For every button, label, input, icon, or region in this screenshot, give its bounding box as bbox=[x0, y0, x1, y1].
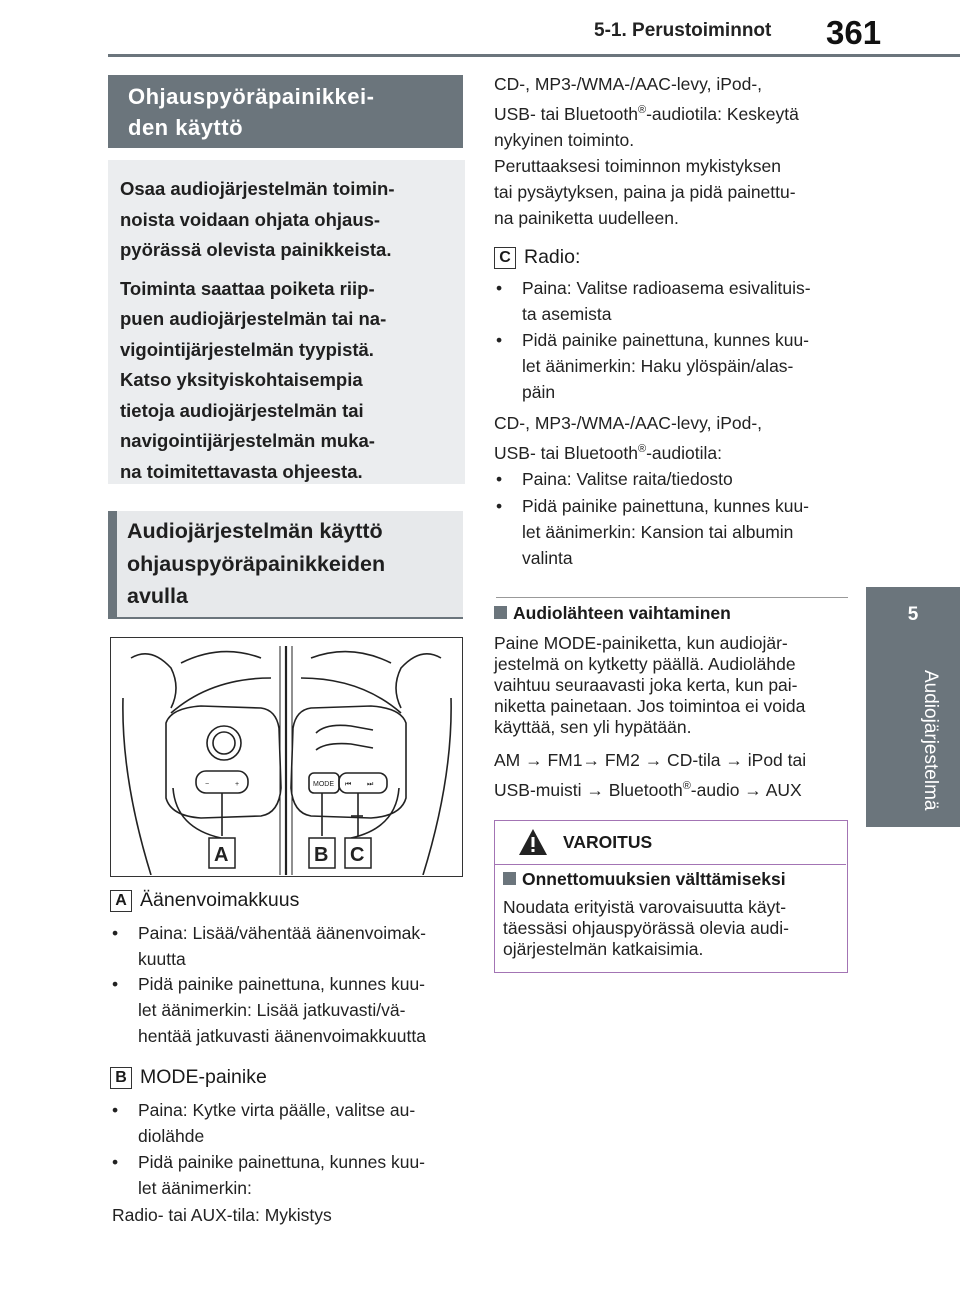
item-a-title: Äänenvoimakkuus bbox=[140, 889, 300, 911]
steering-wheel-illustration bbox=[111, 638, 461, 875]
bullet-line: let äänimerkin: Lisää jatkuvasti/vä- bbox=[138, 1000, 406, 1020]
bullet-line: valinta bbox=[522, 548, 573, 568]
bullet-line: diolähde bbox=[138, 1126, 205, 1146]
bullet-line: Paina: Valitse radioasema esivalituis- bbox=[522, 278, 811, 298]
item-a-label: A bbox=[110, 890, 132, 912]
source-change-title: Audiolähteen vaihtaminen bbox=[513, 603, 731, 623]
section-heading-line: den käyttö bbox=[128, 115, 244, 140]
intro-line: Toiminta saattaa poiketa riip- bbox=[120, 277, 375, 299]
text-line: ojärjestelmän katkaisimia. bbox=[503, 939, 704, 959]
text-line: USB-muisti → Bluetooth bbox=[494, 779, 683, 800]
intro-line: Katso yksityiskohtaisempia bbox=[120, 369, 363, 390]
section-heading-line: avulla bbox=[127, 584, 188, 608]
square-bullet-icon bbox=[503, 872, 516, 885]
item-a-bullet-2: • Pidä painike painettuna, kunnes kuu- let äänimerkin: Lisää jatkuvasti/vä- hentää jatkuvasti äänenvoimakkuutta bbox=[112, 971, 462, 1049]
item-c-heading bbox=[494, 246, 580, 269]
intro-line: pyörässä olevista painikkeista. bbox=[120, 239, 392, 260]
item-c-bullet-1: • Paina: Valitse radioasema esivalituis- ta asemista bbox=[496, 275, 852, 327]
seek-forward-glyph: ⏭ bbox=[367, 781, 374, 788]
warning-body bbox=[503, 897, 843, 960]
text-line: täessäsi ohjauspyörässä olevia audi- bbox=[503, 918, 789, 938]
item-a-heading bbox=[110, 889, 299, 912]
warning-title: VAROITUS bbox=[563, 832, 653, 852]
item-b-bullet-1: • Paina: Kytke virta päälle, valitse au- diolähde bbox=[112, 1097, 462, 1149]
item-b-label: B bbox=[110, 1067, 132, 1089]
page-number: 361 bbox=[826, 14, 882, 51]
text-line: tai pysäytyksen, paina ja pidä painettu- bbox=[494, 181, 796, 202]
text-line: CD-, MP3-/WMA-/AAC-levy, iPod-, bbox=[494, 413, 763, 433]
bullet-line: let äänimerkin: Kansion tai albumin bbox=[522, 522, 794, 542]
source-change-text bbox=[494, 633, 854, 738]
registered-mark: ® bbox=[682, 780, 691, 792]
callout-c: C bbox=[350, 844, 365, 866]
source-sequence bbox=[494, 747, 854, 803]
volume-plus-glyph: + bbox=[235, 781, 240, 788]
registered-mark: ® bbox=[637, 443, 647, 455]
intro-paragraph-2 bbox=[120, 274, 455, 488]
section-heading-audio-control bbox=[108, 511, 463, 619]
item-b-heading bbox=[110, 1066, 267, 1089]
section-divider bbox=[496, 597, 848, 598]
intro-line: puen audiojärjestelmän tai na- bbox=[120, 308, 387, 329]
item-c-cd-text bbox=[494, 410, 854, 466]
text-line: USB- tai Bluetooth bbox=[494, 442, 638, 463]
running-header-title: 5-1. Perustoiminnot bbox=[594, 20, 772, 41]
bullet-line: Pidä painike painettuna, kunnes kuu- bbox=[522, 330, 810, 350]
warning-subtitle-row bbox=[503, 869, 786, 890]
section-heading-steering-buttons bbox=[108, 75, 463, 148]
mode-button-label: MODE bbox=[313, 781, 334, 788]
bullet-line: Paina: Lisää/vähentää äänenvoimak- bbox=[138, 923, 426, 943]
item-c-bullet-3: • Paina: Valitse raita/tiedosto bbox=[496, 466, 852, 492]
item-b-after: Radio- tai AUX-tila: Mykistys bbox=[112, 1205, 332, 1225]
item-b-bullet-2: • Pidä painike painettuna, kunnes kuu- let äänimerkin: bbox=[112, 1149, 462, 1201]
section-heading-line: Ohjauspyöräpainikkei- bbox=[128, 84, 375, 109]
bullet-line: let äänimerkin: bbox=[138, 1178, 252, 1198]
registered-mark: ® bbox=[637, 104, 647, 116]
text-line: Paine MODE-painiketta, kun audiojär- bbox=[494, 633, 788, 653]
intro-line: navigointijärjestelmän muka- bbox=[120, 430, 375, 451]
intro-line: tietoja audiojärjestelmän tai bbox=[120, 399, 364, 421]
callout-a: A bbox=[214, 844, 229, 866]
text-line: USB- tai Bluetooth bbox=[494, 103, 638, 124]
bullet-line: Paina: Kytke virta päälle, valitse au- bbox=[138, 1100, 416, 1120]
bullet-line: let äänimerkin: Haku ylöspäin/alas- bbox=[522, 356, 794, 376]
text-line: nykyinen toiminto. bbox=[494, 129, 635, 150]
text-line: käyttää, sen yli hypätään. bbox=[494, 717, 692, 737]
warning-subtitle: Onnettomuuksien välttämiseksi bbox=[522, 869, 786, 889]
text-line: -audiotila: bbox=[646, 442, 722, 463]
item-c-title: Radio: bbox=[524, 246, 581, 268]
text-line: CD-, MP3-/WMA-/AAC-levy, iPod-, bbox=[494, 74, 763, 94]
text-line: vaihtuu seuraavasti joka kerta, kun pai- bbox=[494, 675, 798, 695]
intro-box bbox=[108, 160, 465, 484]
bullet-line: Paina: Valitse raita/tiedosto bbox=[522, 469, 733, 489]
callout-b: B bbox=[314, 844, 329, 866]
bullet-line: Pidä painike painettuna, kunnes kuu- bbox=[138, 1152, 426, 1172]
warning-header bbox=[495, 821, 846, 865]
col2-continuation bbox=[494, 71, 854, 231]
warning-triangle-icon bbox=[517, 827, 549, 857]
bullet-line: Pidä painike painettuna, kunnes kuu- bbox=[522, 496, 810, 516]
item-c-label: C bbox=[494, 247, 516, 269]
item-c-bullet-4: • Pidä painike painettuna, kunnes kuu- let äänimerkin: Kansion tai albumin valinta bbox=[496, 493, 852, 571]
intro-line: noista voidaan ohjata ohjaus- bbox=[120, 208, 381, 230]
chapter-label-wrap bbox=[913, 670, 941, 830]
seek-back-glyph: ⏮ bbox=[345, 781, 352, 788]
square-bullet-icon bbox=[494, 606, 507, 619]
text-line: Noudata erityistä varovaisuutta käyt- bbox=[503, 897, 787, 917]
chapter-number: 5 bbox=[907, 604, 919, 625]
text-line: -audio → AUX bbox=[690, 779, 802, 800]
bullet-line: ta asemista bbox=[522, 304, 612, 324]
text-line: jestelmä on kytketty päällä. Audiolähde bbox=[494, 654, 796, 674]
bullet-line: hentää jatkuvasti äänenvoimakkuutta bbox=[138, 1026, 426, 1046]
intro-line: na toimitettavasta ohjeesta. bbox=[120, 460, 363, 482]
text-line: AM → FM1→ FM2 → CD-tila → iPod tai bbox=[494, 750, 807, 770]
text-line: Peruttaaksesi toiminnon mykistyksen bbox=[494, 155, 781, 176]
bullet-line: Pidä painike painettuna, kunnes kuu- bbox=[138, 974, 426, 994]
bullet-line: päin bbox=[522, 382, 556, 402]
intro-line: vigointijärjestelmän tyypistä. bbox=[120, 338, 374, 360]
intro-paragraph-1 bbox=[120, 174, 455, 266]
text-line: na painiketta uudelleen. bbox=[494, 207, 679, 228]
source-change-heading bbox=[494, 603, 731, 624]
chapter-label: Audiojärjestelmä bbox=[920, 670, 941, 811]
item-b-title: MODE-painike bbox=[140, 1066, 267, 1088]
text-line: -audiotila: Keskeytä bbox=[646, 103, 799, 124]
item-a-bullet-1: • Paina: Lisää/vähentää äänenvoimak- kuutta bbox=[112, 920, 462, 972]
steering-wheel-figure bbox=[110, 637, 463, 877]
section-heading-line: Audiojärjestelmän käyttö bbox=[127, 519, 383, 543]
section-heading-line: ohjauspyöräpainikkeiden bbox=[127, 551, 386, 576]
intro-line: Osaa audiojärjestelmän toimin- bbox=[120, 178, 395, 199]
warning-box bbox=[494, 820, 848, 973]
text-line: niketta painetaan. Jos toimintoa ei voida bbox=[494, 696, 806, 716]
item-c-bullet-2: • Pidä painike painettuna, kunnes kuu- let äänimerkin: Haku ylöspäin/alas- päin bbox=[496, 327, 852, 405]
bullet-line: kuutta bbox=[138, 949, 186, 969]
volume-minus-glyph: − bbox=[205, 781, 210, 788]
header-rule bbox=[108, 54, 960, 57]
